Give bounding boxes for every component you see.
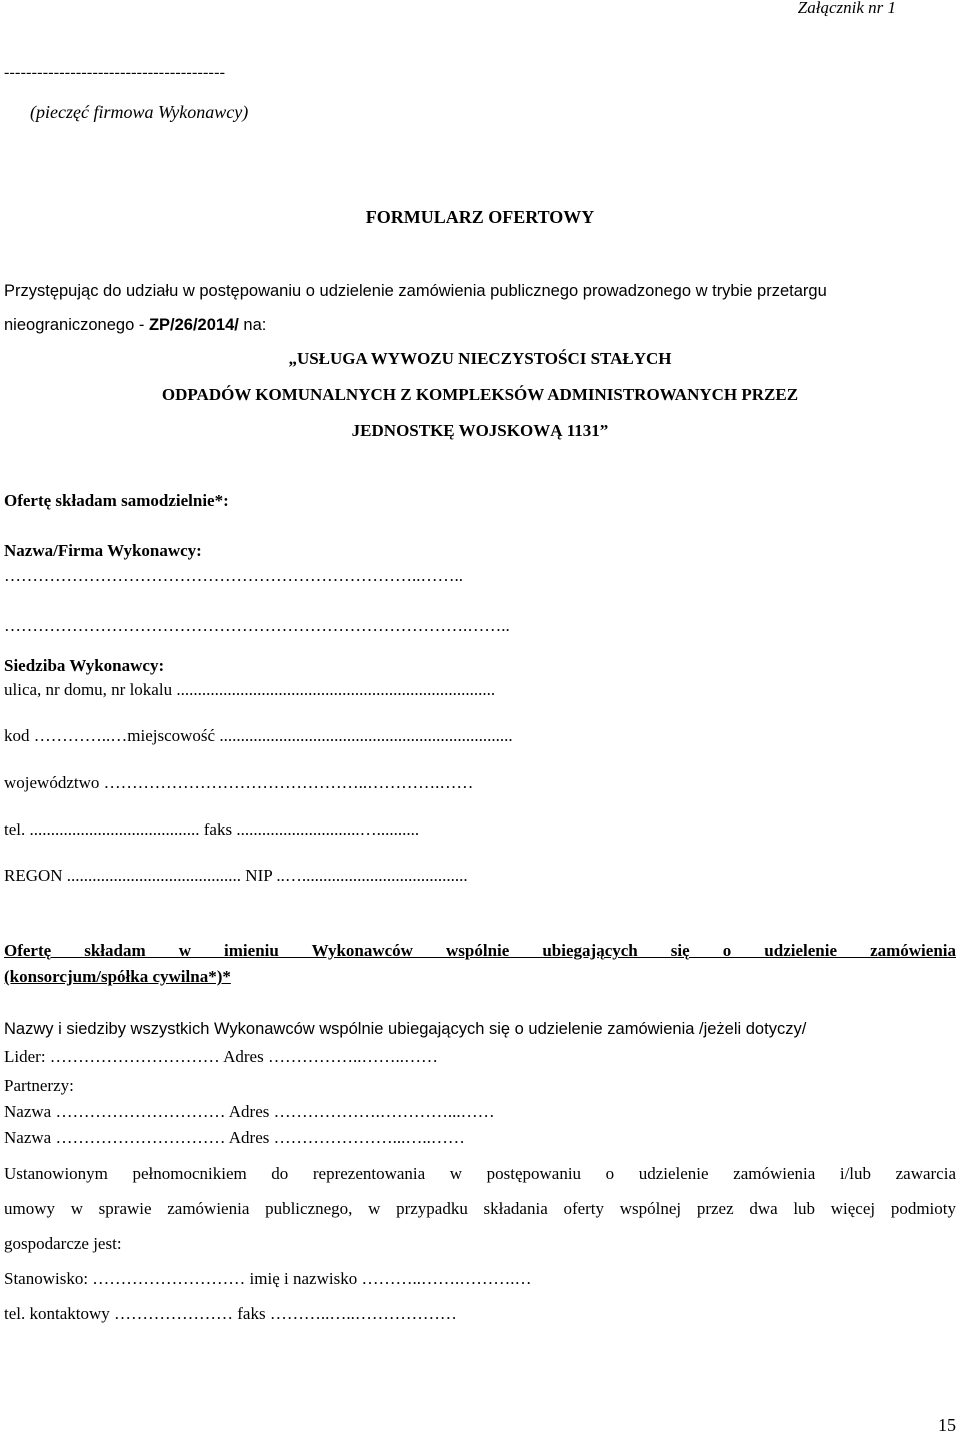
intro-prefix: nieograniczonego -: [4, 316, 149, 334]
consortium-heading-line-2: (konsorcjum/spółka cywilna*)*: [4, 967, 231, 986]
consortium-heading-line-1: Ofertę składam w imieniu Wykonawców wspólnie ubiegających się o udzielenie zamówienia: [4, 941, 956, 960]
stamp-line: ----------------------------------------: [4, 64, 226, 81]
page-number: 15: [938, 1415, 956, 1435]
name-label: Nazwa/Firma Wykonawcy:: [4, 541, 202, 560]
voivodeship-field[interactable]: województwo ………………………………………..………….……: [4, 773, 474, 792]
intro-line-1: Przystępując do udziału w postępowaniu o udzielenie zamówienia publicznego prowadzonego w trybie przetargu: [4, 282, 827, 300]
representative-text-line-1: Ustanowionym pełnomocnikiem do reprezentowania w postępowaniu o udzielenie zamówienia i/lub zawarcia: [4, 1164, 956, 1183]
stamp-label: (pieczęć firmowa Wykonawcy): [30, 102, 249, 122]
form-title: FORMULARZ OFERTOWY: [365, 207, 595, 227]
position-name-field[interactable]: Stanowisko: ……………………… imię i nazwisko ………..…….……….…: [4, 1269, 532, 1288]
name-field-line-2[interactable]: ……………………………………………………………………….……..: [4, 616, 510, 635]
regon-nip-field[interactable]: REGON ......................................... NIP ..….......................................: [4, 866, 468, 885]
representative-text-line-3: gospodarcze jest:: [4, 1234, 122, 1253]
subject-line-2: ODPADÓW KOMUNALNYCH Z KOMPLEKSÓW ADMINISTROWANYCH PRZEZ: [161, 385, 799, 404]
name-field-line-1[interactable]: ………………………………………………………………..……..: [4, 566, 463, 585]
seat-label: Siedziba Wykonawcy:: [4, 656, 165, 675]
leader-field[interactable]: Lider: ………………………… Adres ……………..……..……: [4, 1047, 438, 1066]
annex-label: Załącznik nr 1: [797, 0, 896, 17]
case-number: ZP/26/2014/: [148, 316, 239, 334]
partner-2-field[interactable]: Nazwa ………………………… Adres …………………...…..……: [4, 1128, 465, 1147]
postal-code-city-field[interactable]: kod …………..…miejscowość .....................................................................: [4, 726, 513, 745]
consortium-names-label: Nazwy i siedziby wszystkich Wykonawców wspólnie ubiegających się o udzielenie zamówienia /jeżeli dotyczy/: [4, 1020, 807, 1038]
partner-1-field[interactable]: Nazwa ………………………… Adres ……………….…………...……: [4, 1102, 495, 1121]
subject-line-3: JEDNOSTKĘ WOJSKOWĄ 1131”: [351, 421, 609, 440]
phone-fax-field[interactable]: tel. ........................................ faks .............................…..........: [4, 820, 420, 839]
intro-line-2: [4, 316, 266, 335]
street-field[interactable]: ulica, nr domu, nr lokalu ...........................................................................: [4, 680, 496, 699]
intro-suffix: na:: [238, 316, 267, 334]
partners-label: Partnerzy:: [4, 1076, 74, 1095]
representative-text-line-2: umowy w sprawie zamówienia publicznego, w przypadku składania oferty wspólnej przez dwa lub więcej podmioty: [4, 1199, 956, 1218]
contact-phone-fax-field[interactable]: tel. kontaktowy ………………… faks ………..…..………………: [4, 1304, 457, 1323]
subject-line-1: „USŁUGA WYWOZU NIECZYSTOŚCI STAŁYCH: [288, 349, 672, 368]
independent-heading: Ofertę składam samodzielnie*:: [4, 491, 229, 510]
